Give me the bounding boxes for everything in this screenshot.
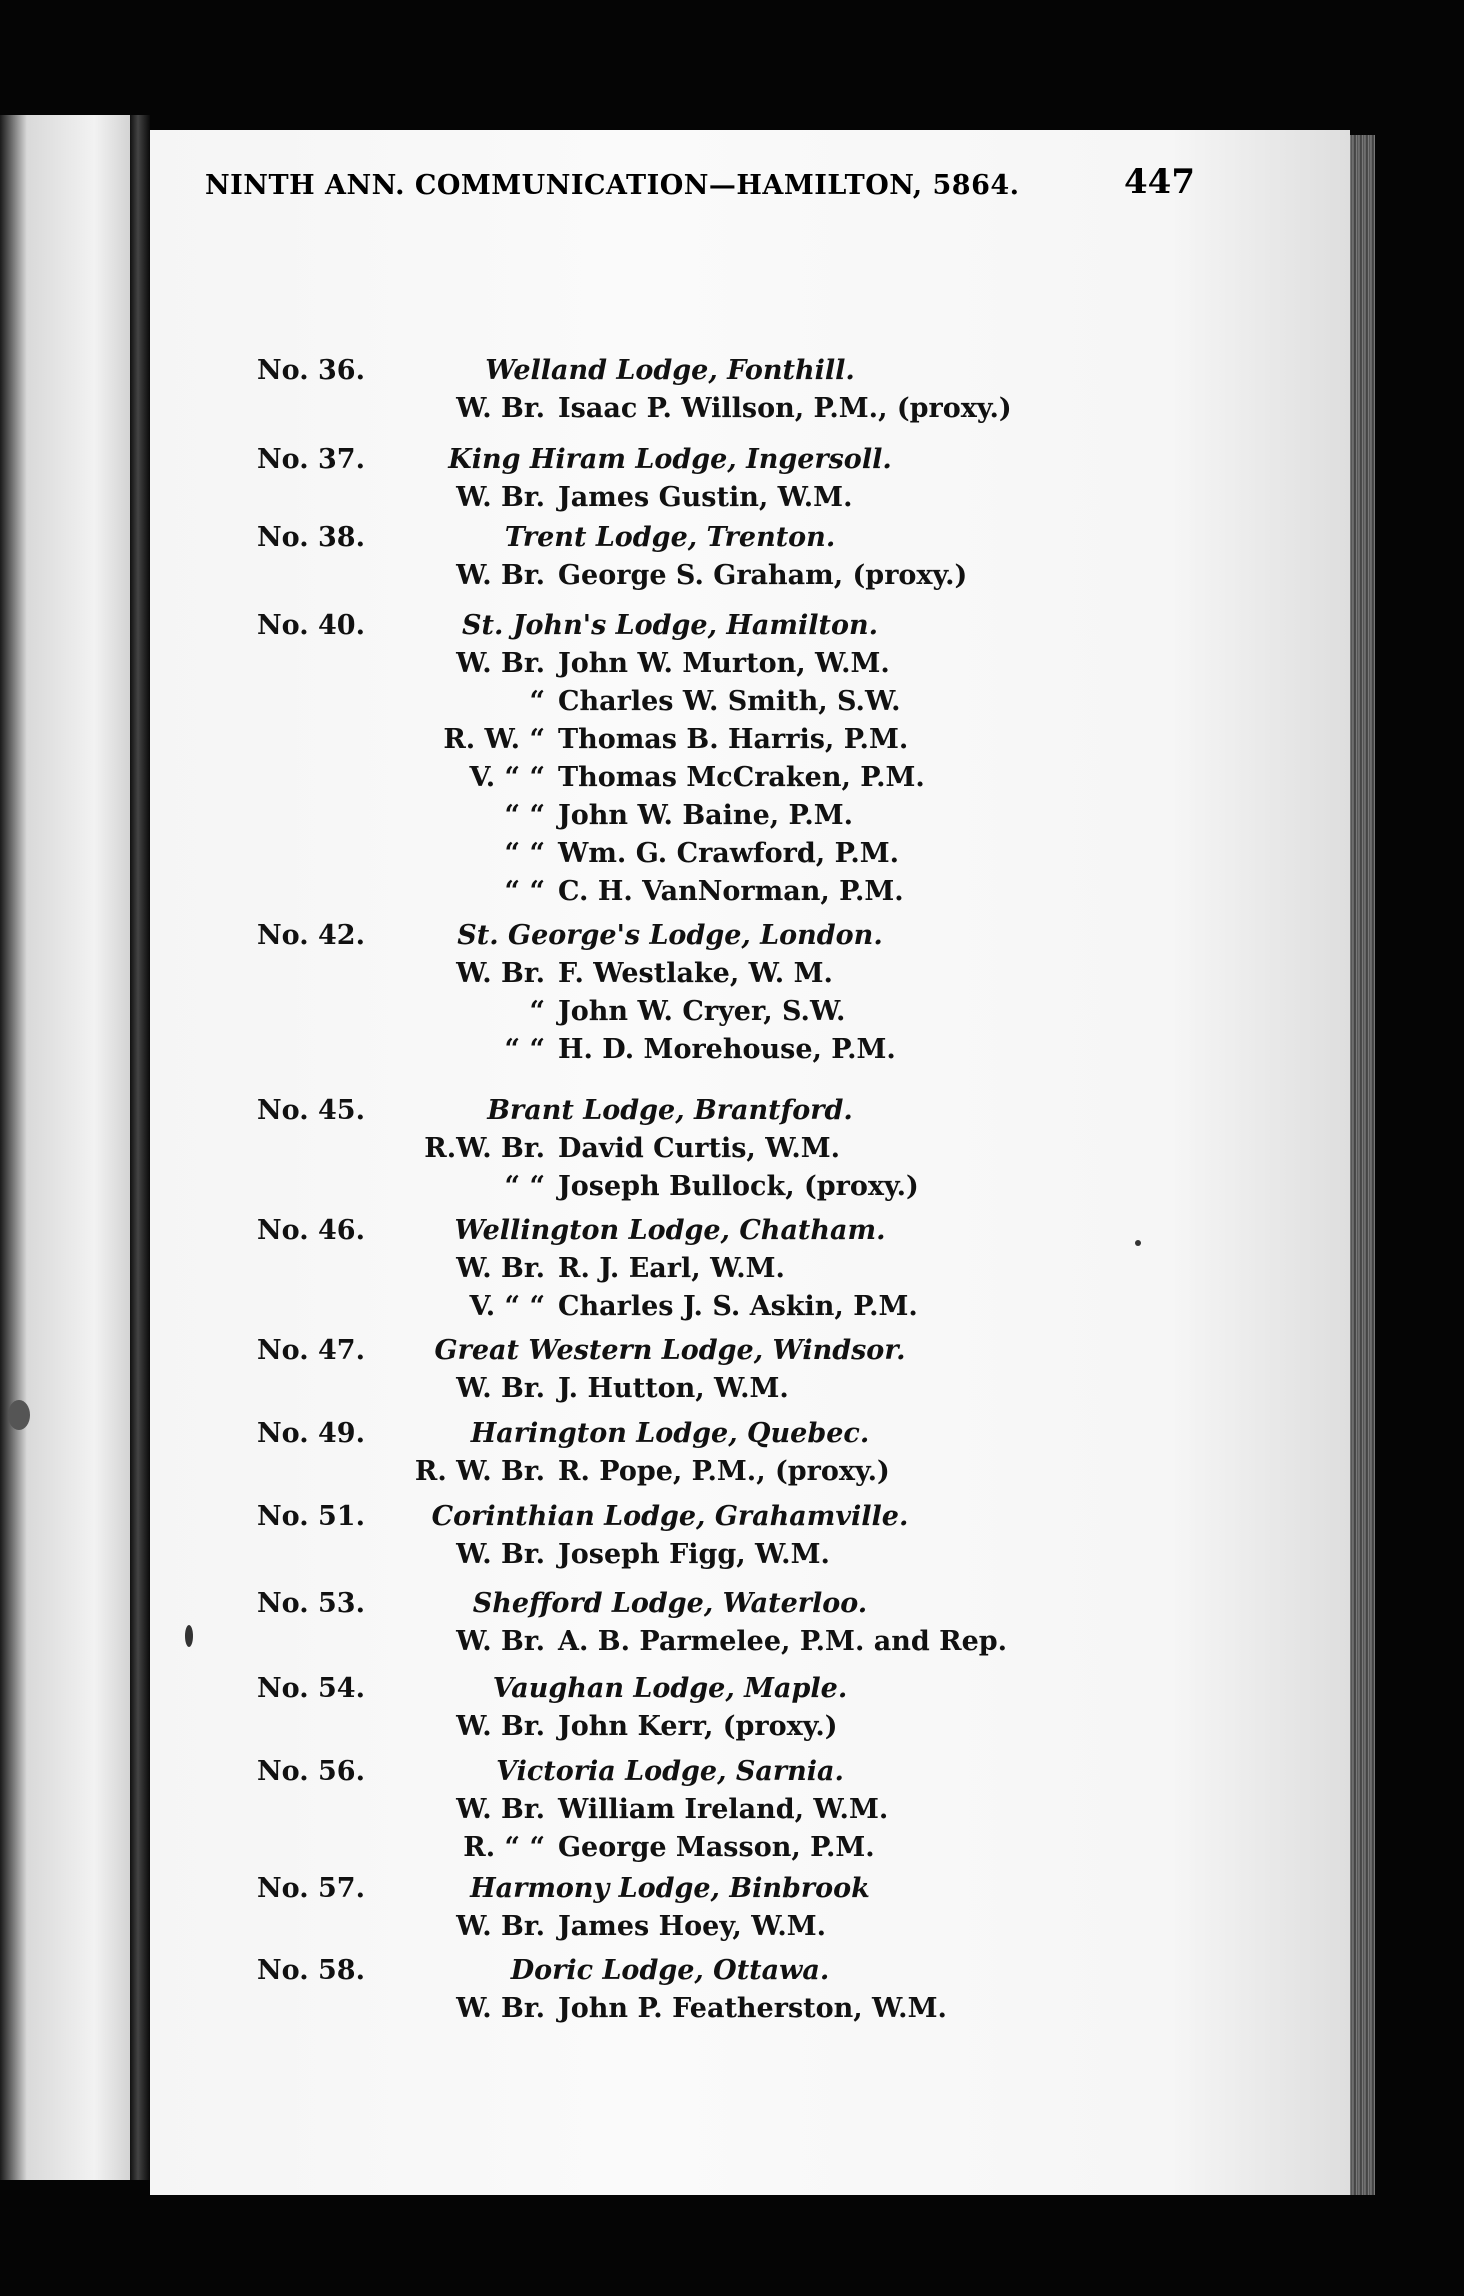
member-title: W. Br. (456, 1711, 545, 1742)
member-title: W. Br. (456, 1253, 545, 1284)
member-title: V. “ “ (469, 1291, 545, 1322)
lodge-number: No. 47. (257, 1335, 365, 1366)
member-title: “ “ (504, 1171, 545, 1202)
member-title: W. Br. (456, 958, 545, 989)
lodge-name: Vaughan Lodge, Maple. (492, 1673, 848, 1704)
member-name: George S. Graham, (proxy.) (558, 560, 968, 591)
member-name: John W. Murton, W.M. (558, 648, 890, 679)
lodge-name: Brant Lodge, Brantford. (487, 1095, 853, 1126)
lodge-number: No. 38. (257, 522, 365, 553)
lodge-name: St. George's Lodge, London. (457, 920, 883, 951)
book-gutter (130, 115, 150, 2180)
member-name: David Curtis, W.M. (558, 1133, 841, 1164)
lodge-name: King Hiram Lodge, Ingersoll. (448, 444, 892, 475)
lodge-name: Doric Lodge, Ottawa. (510, 1955, 830, 1986)
member-title: W. Br. (456, 1539, 545, 1570)
member-name: R. Pope, P.M., (proxy.) (558, 1456, 890, 1487)
lodge-number: No. 54. (257, 1673, 365, 1704)
lodge-number: No. 46. (257, 1215, 365, 1246)
member-name: Charles J. S. Askin, P.M. (558, 1291, 918, 1322)
member-name: John P. Featherston, W.M. (558, 1993, 947, 2024)
member-name: John W. Cryer, S.W. (558, 996, 846, 1027)
member-name: James Gustin, W.M. (558, 482, 853, 513)
member-title: “ (529, 996, 545, 1027)
member-name: A. B. Parmelee, P.M. and Rep. (558, 1626, 1008, 1657)
lodge-number: No. 42. (257, 920, 365, 951)
member-title: W. Br. (456, 1911, 545, 1942)
member-title: R.W. Br. (424, 1133, 545, 1164)
member-name: Joseph Bullock, (proxy.) (558, 1171, 919, 1202)
member-name: William Ireland, W.M. (558, 1794, 889, 1825)
lodge-name: Welland Lodge, Fonthill. (485, 355, 855, 386)
lodge-number: No. 45. (257, 1095, 365, 1126)
member-name: Thomas B. Harris, P.M. (558, 724, 909, 755)
lodge-name: Shefford Lodge, Waterloo. (472, 1588, 868, 1619)
member-name: George Masson, P.M. (558, 1832, 875, 1863)
page-number: 447 (1124, 162, 1195, 202)
member-title: W. Br. (456, 1626, 545, 1657)
running-head: NINTH ANN. COMMUNICATION—HAMILTON, 5864. (205, 170, 1020, 201)
lodge-number: No. 57. (257, 1873, 365, 1904)
member-title: “ “ (504, 1034, 545, 1065)
lodge-number: No. 58. (257, 1955, 365, 1986)
lodge-name: Harington Lodge, Quebec. (470, 1418, 870, 1449)
lodge-number: No. 53. (257, 1588, 365, 1619)
lodge-number: No. 40. (257, 610, 365, 641)
lodge-number: No. 37. (257, 444, 365, 475)
facing-page-edge (0, 115, 135, 2180)
member-name: F. Westlake, W. M. (558, 958, 833, 989)
member-title: “ “ (504, 800, 545, 831)
member-title: R. “ “ (463, 1832, 545, 1863)
lodge-number: No. 56. (257, 1756, 365, 1787)
lodge-name: Wellington Lodge, Chatham. (454, 1215, 886, 1246)
lodge-name: Great Western Lodge, Windsor. (434, 1335, 906, 1366)
lodge-name: Harmony Lodge, Binbrook (470, 1873, 870, 1904)
member-title: W. Br. (456, 1373, 545, 1404)
book-page (150, 130, 1350, 2195)
lodge-number: No. 36. (257, 355, 365, 386)
member-title: R. W. “ (443, 724, 545, 755)
member-name: John W. Baine, P.M. (558, 800, 854, 831)
member-name: John Kerr, (proxy.) (558, 1711, 838, 1742)
lodge-name: St. John's Lodge, Hamilton. (461, 610, 878, 641)
member-name: Charles W. Smith, S.W. (558, 686, 901, 717)
member-title: “ “ (504, 838, 545, 869)
lodge-number: No. 51. (257, 1501, 365, 1532)
member-title: W. Br. (456, 482, 545, 513)
member-name: Joseph Figg, W.M. (558, 1539, 830, 1570)
member-name: C. H. VanNorman, P.M. (558, 876, 904, 907)
lodge-name: Trent Lodge, Trenton. (504, 522, 836, 553)
member-name: James Hoey, W.M. (558, 1911, 827, 1942)
ink-speck (1135, 1240, 1141, 1246)
member-title: W. Br. (456, 1993, 545, 2024)
member-title: W. Br. (456, 1794, 545, 1825)
lodge-name: Victoria Lodge, Sarnia. (496, 1756, 844, 1787)
member-title: “ “ (504, 876, 545, 907)
member-name: J. Hutton, W.M. (558, 1373, 789, 1404)
member-name: Thomas McCraken, P.M. (558, 762, 925, 793)
member-title: R. W. Br. (414, 1456, 545, 1487)
member-name: R. J. Earl, W.M. (558, 1253, 785, 1284)
ink-speck (8, 1400, 30, 1430)
page-header (205, 162, 1195, 212)
member-name: Wm. G. Crawford, P.M. (558, 838, 900, 869)
member-title: “ (529, 686, 545, 717)
member-title: W. Br. (456, 648, 545, 679)
member-name: H. D. Morehouse, P.M. (558, 1034, 896, 1065)
member-title: W. Br. (456, 560, 545, 591)
member-title: V. “ “ (469, 762, 545, 793)
lodge-name: Corinthian Lodge, Grahamville. (431, 1501, 909, 1532)
member-name: Isaac P. Willson, P.M., (proxy.) (558, 393, 1012, 424)
lodge-number: No. 49. (257, 1418, 365, 1449)
member-title: W. Br. (456, 393, 545, 424)
ink-speck (185, 1625, 193, 1647)
